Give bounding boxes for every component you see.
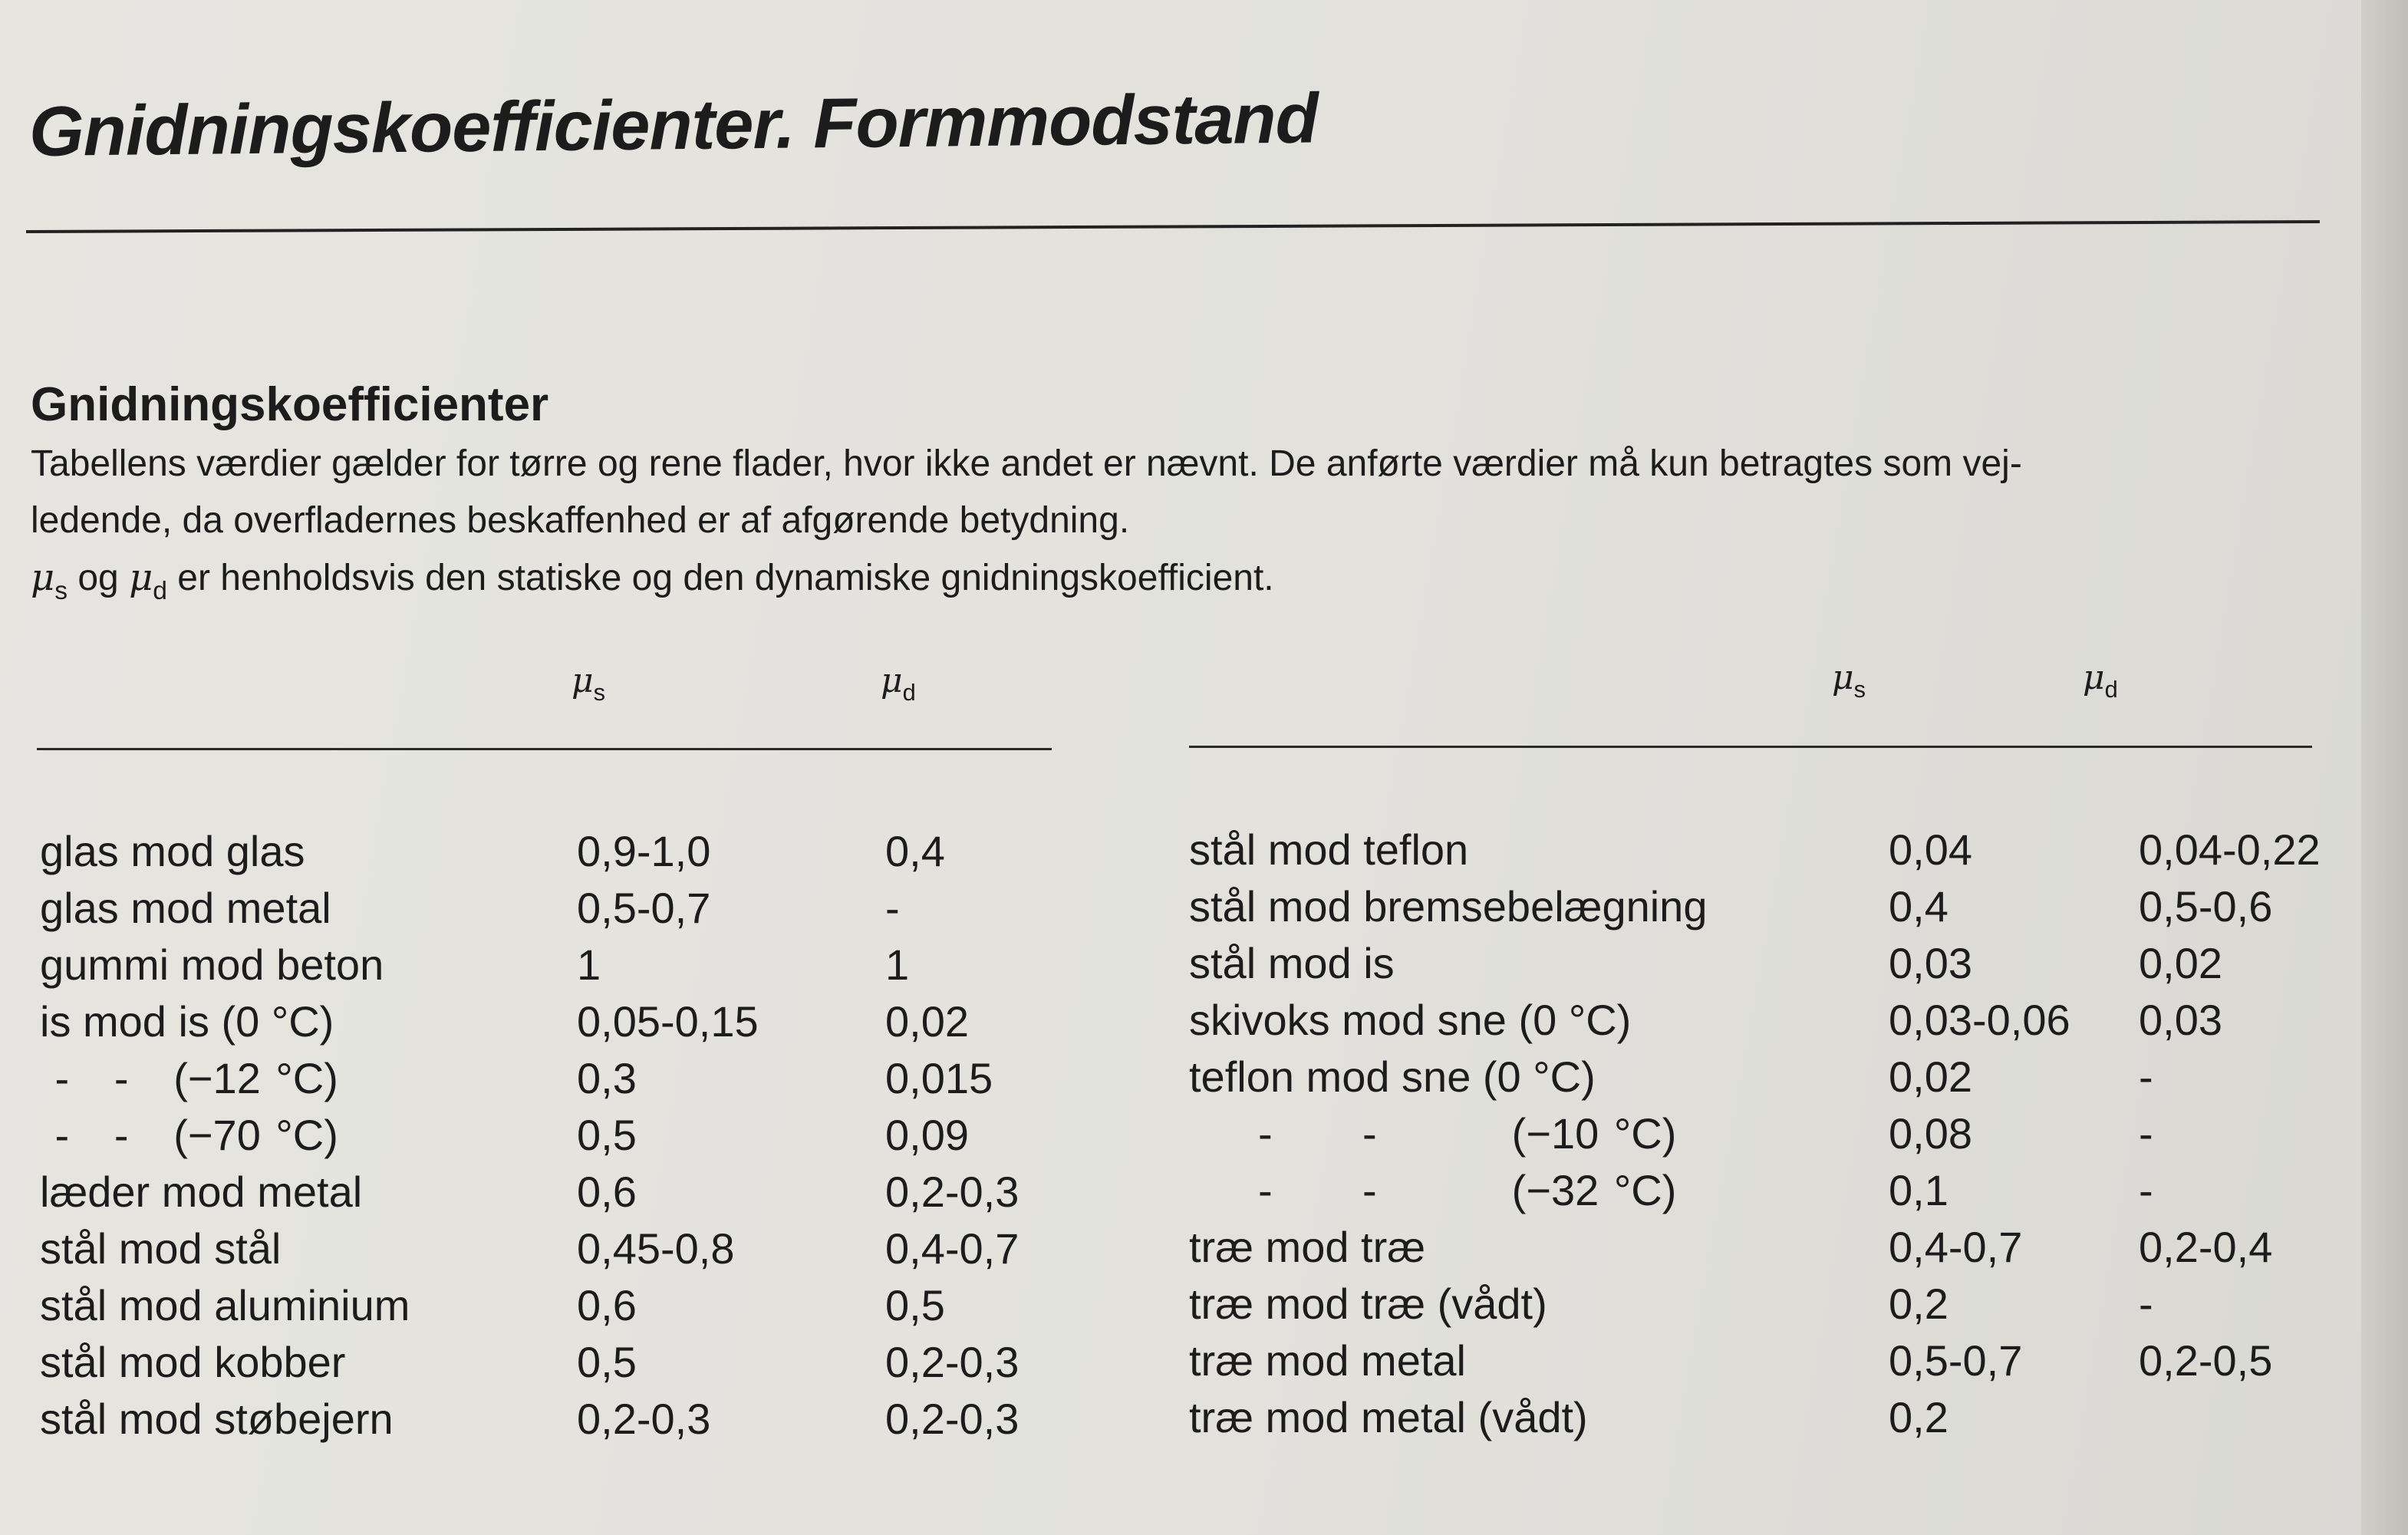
table-row [40, 1390, 1054, 1447]
mu-s-cell: 0,2 [1889, 1279, 1948, 1328]
mu-s-cell: 0,2-0,3 [577, 1394, 711, 1443]
table-row [1189, 1388, 2369, 1445]
material-cell: - - (−32 °C) [1258, 1165, 1677, 1214]
table-row [1189, 1332, 2369, 1388]
table-row [1189, 1218, 2369, 1275]
right-mu-d-header: $\mu_d$ [2083, 658, 2118, 703]
material-cell: stål mod is [1189, 938, 1395, 987]
mu-d-cell: - [885, 883, 900, 932]
mu-s-cell: 0,5-0,7 [1889, 1336, 2023, 1385]
right-friction-table [1189, 821, 2369, 1445]
mu-d-cell: 0,2-0,3 [885, 1394, 1020, 1443]
mu-s-cell: 0,6 [577, 1167, 637, 1216]
mu-s-cell: 1 [577, 940, 601, 989]
table-row [1189, 1048, 2369, 1105]
section-heading: Gnidningskoefficienter [31, 378, 549, 431]
mu-s-cell: 0,2 [1889, 1392, 1948, 1441]
table-row [1189, 1105, 2369, 1161]
material-cell: træ mod metal (vådt) [1189, 1392, 1588, 1441]
left-mu-s-header: $\mu_s$ [572, 661, 606, 706]
table-row [40, 1333, 1054, 1390]
table-row [40, 1276, 1054, 1333]
table-row [1189, 934, 2369, 991]
left-friction-table [40, 822, 1054, 1447]
mu-s-cell: 0,03-0,06 [1889, 995, 2070, 1044]
material-cell: stål mod aluminium [40, 1280, 410, 1329]
mu-s-symbol: $\mu_s$ [31, 556, 68, 605]
table-row [1189, 821, 2369, 878]
mu-s-cell: 0,05-0,15 [577, 996, 759, 1046]
mu-s-cell: 0,1 [1889, 1165, 1948, 1214]
material-cell: gummi mod beton [40, 940, 384, 989]
material-cell: is mod is (0 °C) [40, 996, 334, 1046]
material-cell: glas mod metal [40, 883, 331, 932]
mu-d-cell: 1 [885, 940, 910, 989]
mu-d-cell: 0,02 [885, 996, 969, 1046]
mu-d-cell: 0,5-0,6 [2139, 881, 2273, 931]
material-cell: - - (−70 °C) [40, 1110, 338, 1159]
mu-s-cell: 0,5 [577, 1337, 637, 1386]
material-cell: skivoks mod sne (0 °C) [1189, 995, 1632, 1044]
mu-d-cell: 0,02 [2139, 938, 2222, 987]
mu-s-cell: 0,08 [1889, 1108, 1972, 1158]
material-cell: - - (−10 °C) [1258, 1108, 1677, 1158]
mu-s-cell: 0,45-0,8 [577, 1224, 735, 1273]
material-cell: stål mod støbejern [40, 1394, 394, 1443]
mu-s-cell: 0,04 [1889, 825, 1972, 874]
material-cell: stål mod teflon [1189, 825, 1469, 874]
mu-d-cell: - [2139, 1165, 2153, 1214]
mu-d-cell: 0,04-0,22 [2139, 825, 2321, 874]
material-cell: stål mod stål [40, 1224, 282, 1273]
table-row [1189, 991, 2369, 1048]
right-table-rule [1189, 746, 2312, 748]
page-title: Gnidningskoefficienter. Formmodstand [28, 79, 1319, 171]
mu-d-cell: - [2139, 1279, 2153, 1328]
mu-d-cell: - [2139, 1052, 2153, 1101]
material-cell: teflon mod sne (0 °C) [1189, 1052, 1596, 1101]
title-rule [26, 220, 2320, 233]
material-cell: træ mod træ [1189, 1222, 1426, 1271]
left-mu-d-header: $\mu_d$ [881, 661, 916, 706]
table-row [40, 1220, 1054, 1276]
mu-s-cell: 0,6 [577, 1280, 637, 1329]
table-row [40, 1049, 1054, 1106]
intro-text [31, 436, 2309, 620]
table-row [40, 1163, 1054, 1220]
mu-d-cell: 0,2-0,4 [2139, 1222, 2273, 1271]
material-cell: stål mod kobber [40, 1337, 346, 1386]
mu-d-cell: - [2139, 1108, 2153, 1158]
mu-d-cell: 0,5 [885, 1280, 945, 1329]
material-cell: - - (−12 °C) [40, 1053, 338, 1102]
mu-d-cell: 0,4 [885, 826, 945, 875]
table-row [40, 936, 1054, 993]
table-row [40, 879, 1054, 936]
mu-d-cell: 0,2-0,5 [2139, 1336, 2273, 1385]
mu-s-cell: 0,5 [577, 1110, 637, 1159]
mu-d-cell: 0,03 [2139, 995, 2222, 1044]
material-cell: læder mod metal [40, 1167, 363, 1216]
right-mu-s-header: $\mu_s$ [1832, 658, 1866, 703]
material-cell: træ mod metal [1189, 1336, 1466, 1385]
mu-d-cell: 0,2-0,3 [885, 1167, 1020, 1216]
material-cell: stål mod bremsebelægning [1189, 881, 1708, 931]
mu-d-cell: 0,015 [885, 1053, 993, 1102]
table-row [1189, 878, 2369, 934]
table-row [40, 1106, 1054, 1163]
left-table-rule [37, 748, 1052, 750]
mu-d-cell [2139, 1388, 2369, 1445]
mu-s-cell: 0,4 [1889, 881, 1948, 931]
mu-s-cell: 0,02 [1889, 1052, 1972, 1101]
mu-s-cell: 0,9-1,0 [577, 826, 711, 875]
material-cell: træ mod træ (vådt) [1189, 1279, 1547, 1328]
material-cell: glas mod glas [40, 826, 305, 875]
intro-line-3: $\mu_s$ og $\mu_d$ er henholdsvis den statiske og den dynamiske gnidningskoefficient. [31, 556, 1274, 605]
mu-s-cell: 0,5-0,7 [577, 883, 711, 932]
mu-d-cell: 0,09 [885, 1110, 969, 1159]
table-row [40, 822, 1054, 879]
mu-d-symbol: $\mu_d$ [129, 556, 167, 605]
intro-line-2: ledende, da overfladernes beskaffenhed er af afgørende betydning. [31, 500, 1130, 541]
mu-d-cell: 0,4-0,7 [885, 1224, 1020, 1273]
table-row [1189, 1275, 2369, 1332]
mu-s-cell: 0,03 [1889, 938, 1972, 987]
mu-s-cell: 0,3 [577, 1053, 637, 1102]
mu-s-cell: 0,4-0,7 [1889, 1222, 2023, 1271]
mu-d-cell: 0,2-0,3 [885, 1337, 1020, 1386]
table-row [40, 993, 1054, 1049]
intro-line-1: Tabellens værdier gælder for tørre og rene flader, hvor ikke andet er nævnt. De anførte værdier må kun betragtes som vej- [31, 443, 2022, 484]
table-row [1189, 1161, 2369, 1218]
